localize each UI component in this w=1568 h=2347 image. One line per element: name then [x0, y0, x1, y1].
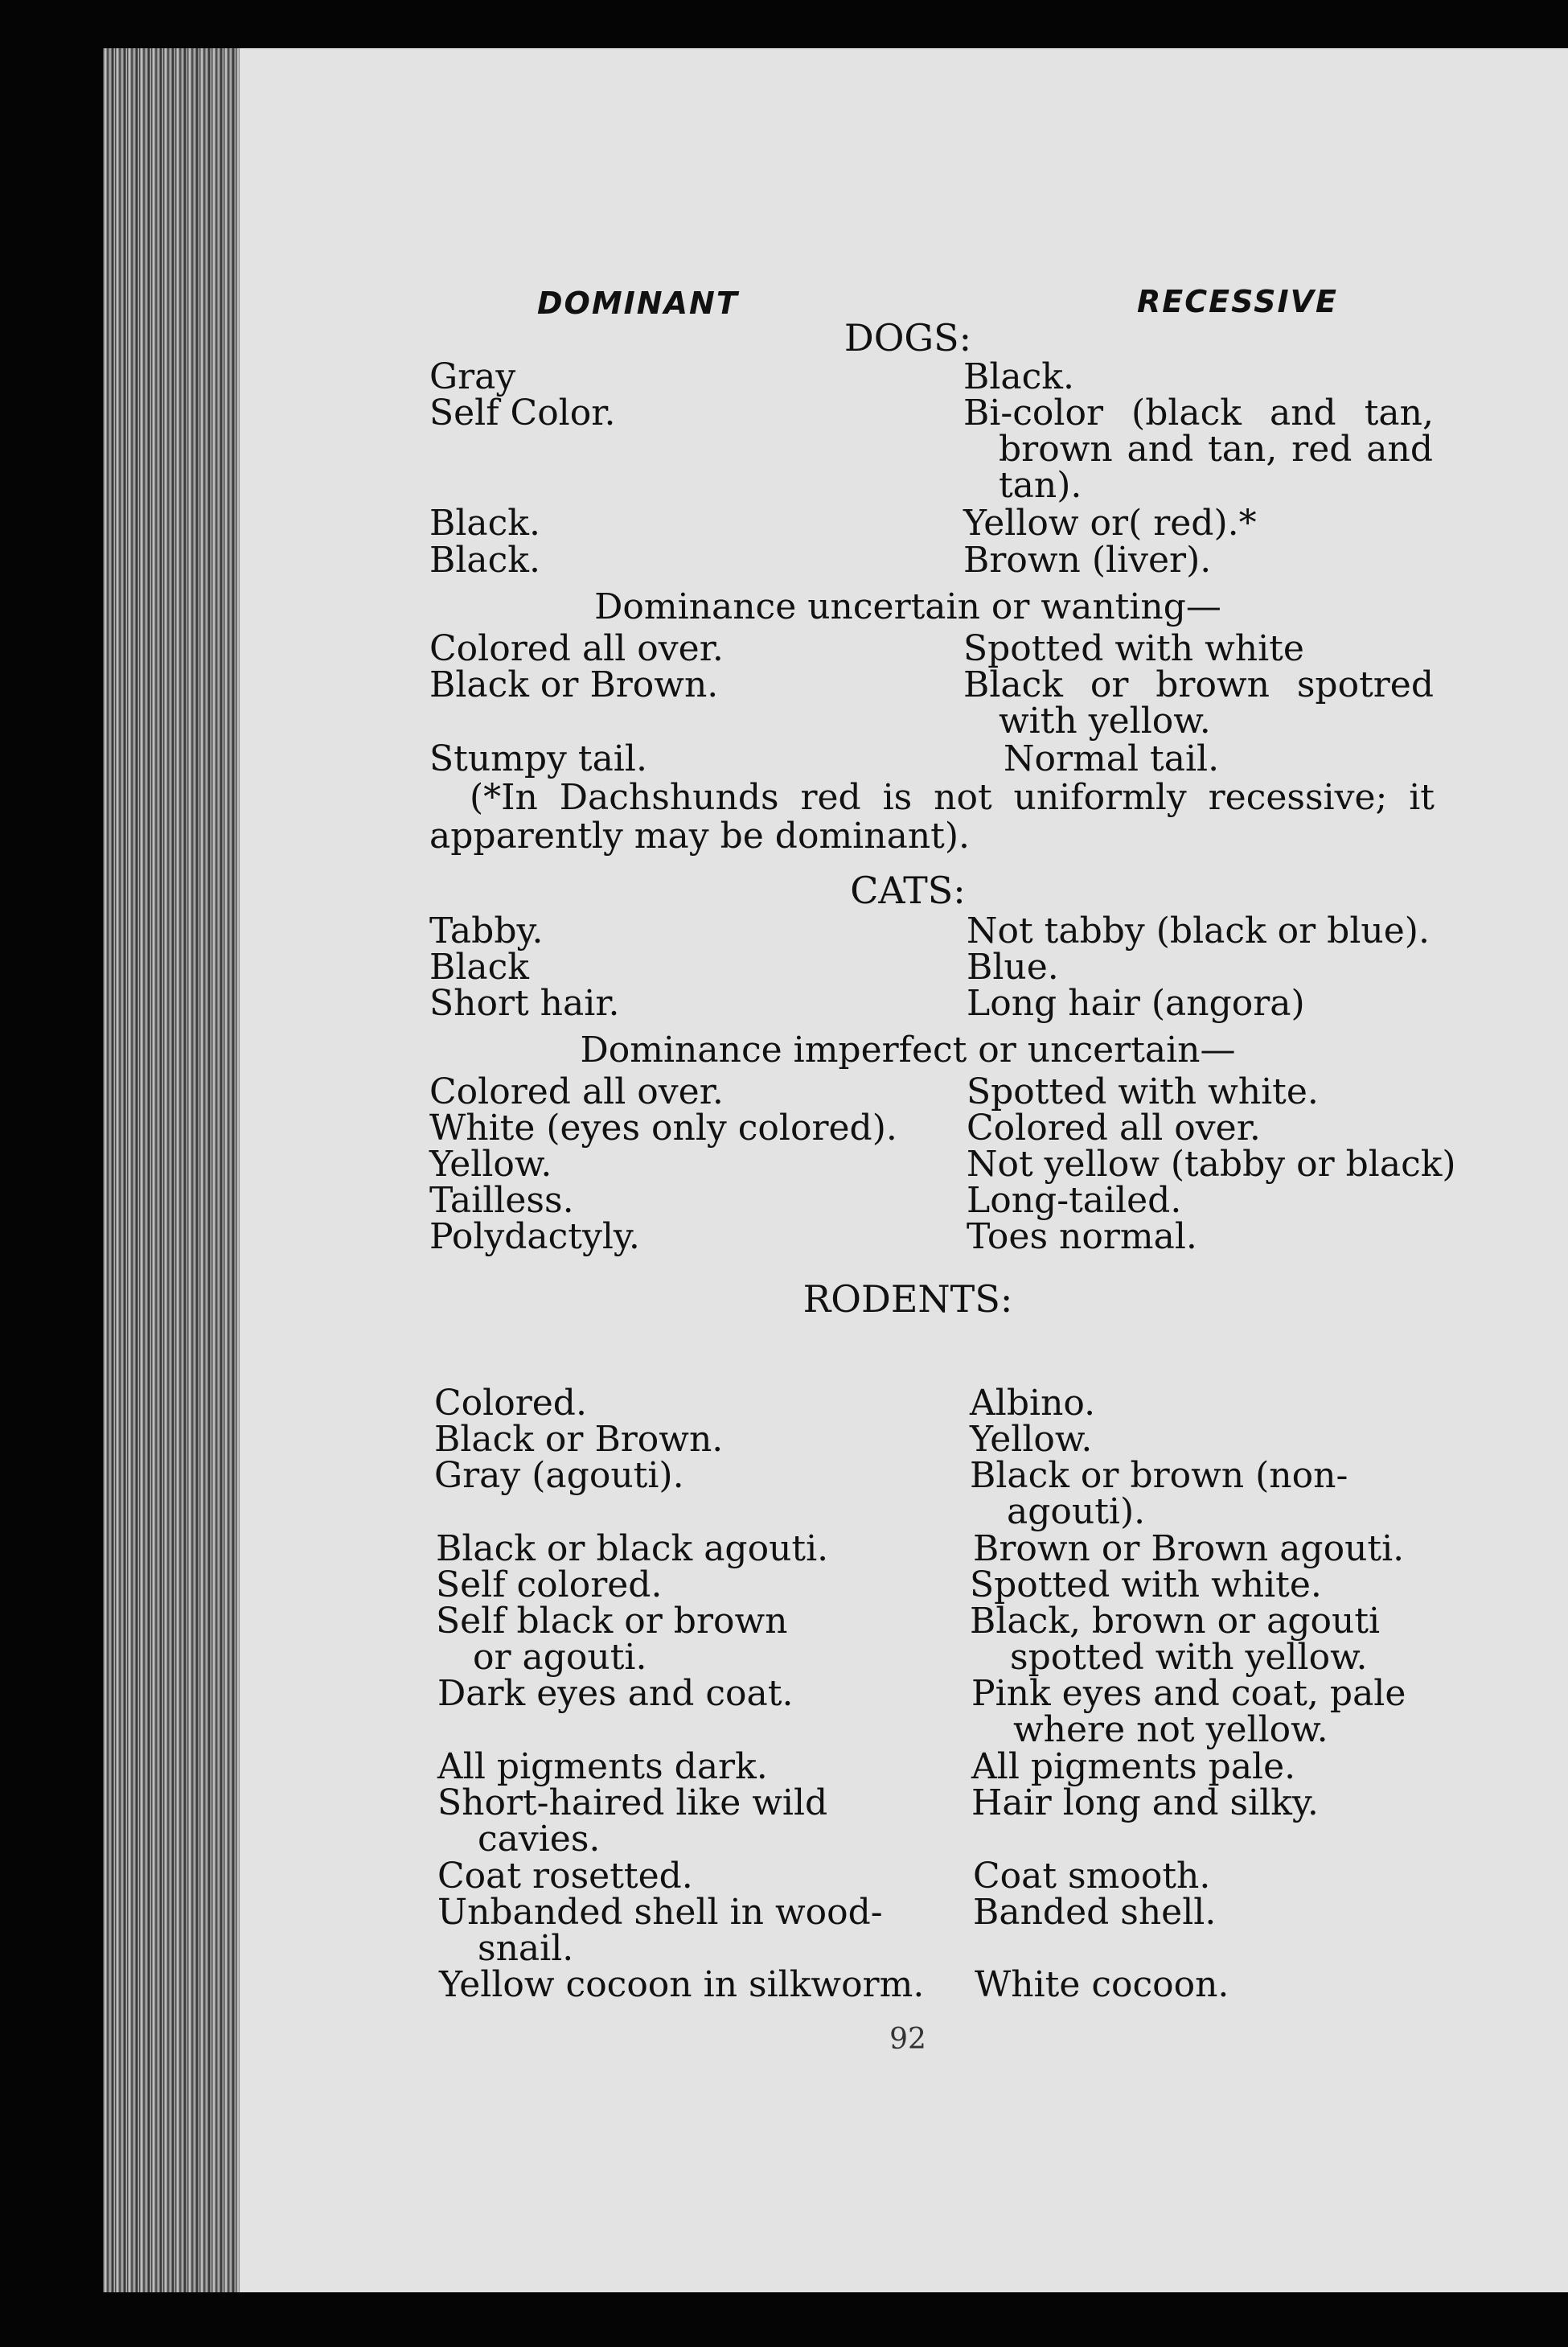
page-edges	[103, 48, 240, 2292]
table-row	[240, 1858, 1568, 1895]
table-row	[240, 1457, 1568, 1494]
dominant-trait: Yellow cocoon in silkworm.	[439, 1964, 925, 2005]
recessive-trait: Spotted with white	[963, 628, 1304, 669]
table-row	[240, 395, 1568, 432]
dominant-trait: Colored all over.	[429, 1071, 724, 1112]
recessive-trait: Black or brown spotred	[963, 664, 1434, 705]
dominant-trait: Dark eyes and coat.	[437, 1673, 794, 1714]
dominance-note: Dominance uncertain or wanting—	[594, 586, 1221, 627]
dominant-trait: Yellow.	[429, 1144, 552, 1185]
recessive-trait-continuation: where not yellow.	[1013, 1709, 1328, 1750]
recessive-trait: Long hair (angora)	[967, 983, 1305, 1024]
dominant-trait-continuation: snail.	[478, 1928, 574, 1969]
dominant-trait-continuation: cavies.	[478, 1819, 601, 1860]
recessive-trait: Black, brown or agouti	[970, 1601, 1381, 1642]
table-row	[240, 1746, 1568, 1787]
recessive-trait: Blue.	[967, 947, 1059, 988]
dominant-trait: Short hair.	[429, 983, 620, 1024]
dominance-note: Dominance imperfect or uncertain—	[580, 1030, 1236, 1071]
footnote-paragraph	[429, 779, 1435, 856]
recessive-header: RECESSIVE	[1137, 284, 1338, 319]
recessive-trait: Long-tailed.	[967, 1180, 1182, 1221]
recessive-trait: Brown or Brown agouti.	[973, 1528, 1405, 1569]
table-row	[240, 356, 1568, 397]
recessive-trait-continuation: with yellow.	[999, 701, 1211, 742]
dominant-trait: Polydactyly.	[429, 1216, 640, 1257]
table-row	[240, 910, 1568, 952]
table-row	[240, 628, 1568, 669]
recessive-trait: All pigments pale.	[971, 1746, 1296, 1787]
dominant-trait: Black.	[429, 503, 540, 544]
recessive-trait: Albino.	[970, 1383, 1096, 1424]
footnote-line: (*In Dachshunds red is not uniformly recessive; it	[470, 777, 1435, 818]
recessive-trait: Spotted with white.	[970, 1564, 1322, 1605]
recessive-trait: Yellow or( red).*	[963, 503, 1257, 544]
cats-title: CATS:	[850, 869, 966, 912]
dominant-header: DOMINANT	[537, 286, 739, 321]
recessive-trait: Coat smooth.	[973, 1856, 1211, 1897]
table-row	[240, 542, 1568, 579]
table-row	[240, 1564, 1568, 1605]
table-row	[240, 1964, 1568, 2005]
table-row	[240, 1421, 1568, 1458]
dominant-trait: All pigments dark.	[437, 1746, 768, 1787]
table-row	[240, 1528, 1568, 1569]
recessive-trait: Pink eyes and coat, pale	[971, 1673, 1406, 1714]
recessive-trait: Black or brown (non-	[970, 1455, 1348, 1496]
dominant-trait-continuation: or agouti.	[473, 1637, 647, 1678]
recessive-trait: Banded shell.	[973, 1892, 1217, 1933]
recessive-trait: Spotted with white.	[967, 1071, 1319, 1112]
table-row	[240, 1385, 1568, 1422]
dominant-trait: Coat rosetted.	[437, 1856, 693, 1897]
recessive-trait: Not tabby (black or blue).	[967, 910, 1430, 952]
recessive-trait: Toes normal.	[967, 1216, 1197, 1257]
table-row	[240, 1110, 1568, 1147]
table-row	[240, 505, 1568, 542]
recessive-trait: Bi-color (black and tan,	[963, 393, 1434, 434]
table-row	[240, 1603, 1568, 1640]
dominant-trait: Black or Brown.	[429, 664, 719, 705]
table-row	[240, 1216, 1568, 1257]
table-row	[240, 1894, 1568, 1931]
dominant-trait: Short-haired like wild	[437, 1782, 828, 1823]
dominant-trait: Black.	[429, 540, 540, 581]
dominant-trait: Colored.	[434, 1383, 587, 1424]
table-row	[240, 1071, 1568, 1112]
table-row	[240, 1146, 1568, 1183]
book-page	[240, 48, 1568, 2292]
dominant-trait: Gray	[429, 356, 516, 397]
table-row	[240, 949, 1568, 986]
recessive-trait: White cocoon.	[975, 1964, 1229, 2005]
page-number: 92	[889, 2023, 926, 2056]
dominant-trait: Tailless.	[429, 1180, 574, 1221]
recessive-trait-continuation: brown and tan, red and	[999, 429, 1433, 470]
dogs-title: DOGS:	[844, 316, 972, 360]
recessive-trait: Normal tail.	[1004, 738, 1220, 779]
recessive-trait: Hair long and silky.	[971, 1782, 1319, 1823]
rodents-title: RODENTS:	[802, 1277, 1013, 1321]
dominant-trait: Stumpy tail.	[429, 738, 647, 779]
dominant-trait: Self Color.	[429, 393, 616, 434]
table-row	[240, 1782, 1568, 1823]
table-row	[240, 985, 1568, 1022]
recessive-trait-continuation: tan).	[999, 465, 1082, 506]
dominant-trait: Tabby.	[429, 910, 544, 952]
dominant-trait: Black or Brown.	[434, 1419, 724, 1460]
recessive-trait: Not yellow (tabby or black)	[967, 1144, 1456, 1185]
recessive-trait-continuation: agouti).	[1007, 1491, 1146, 1532]
dominant-trait: Colored all over.	[429, 628, 724, 669]
table-row	[240, 1182, 1568, 1219]
table-row	[240, 664, 1568, 705]
dominant-trait: Gray (agouti).	[434, 1455, 684, 1496]
recessive-trait: Black.	[963, 356, 1074, 397]
dominant-trait: Self colored.	[436, 1564, 663, 1605]
dominant-trait: Self black or brown	[436, 1601, 788, 1642]
dominant-trait: Black or black agouti.	[436, 1528, 829, 1569]
recessive-trait: Brown (liver).	[963, 540, 1212, 581]
dominant-trait: Black	[429, 947, 529, 988]
recessive-trait: Yellow.	[970, 1419, 1093, 1460]
dominant-trait: White (eyes only colored).	[429, 1108, 897, 1149]
recessive-trait-continuation: spotted with yellow.	[1010, 1637, 1368, 1678]
dominant-trait: Unbanded shell in wood-	[437, 1892, 883, 1933]
footnote-line: apparently may be dominant).	[429, 816, 970, 857]
table-row	[240, 738, 1568, 779]
recessive-trait: Colored all over.	[967, 1108, 1261, 1149]
table-row	[240, 1675, 1568, 1712]
